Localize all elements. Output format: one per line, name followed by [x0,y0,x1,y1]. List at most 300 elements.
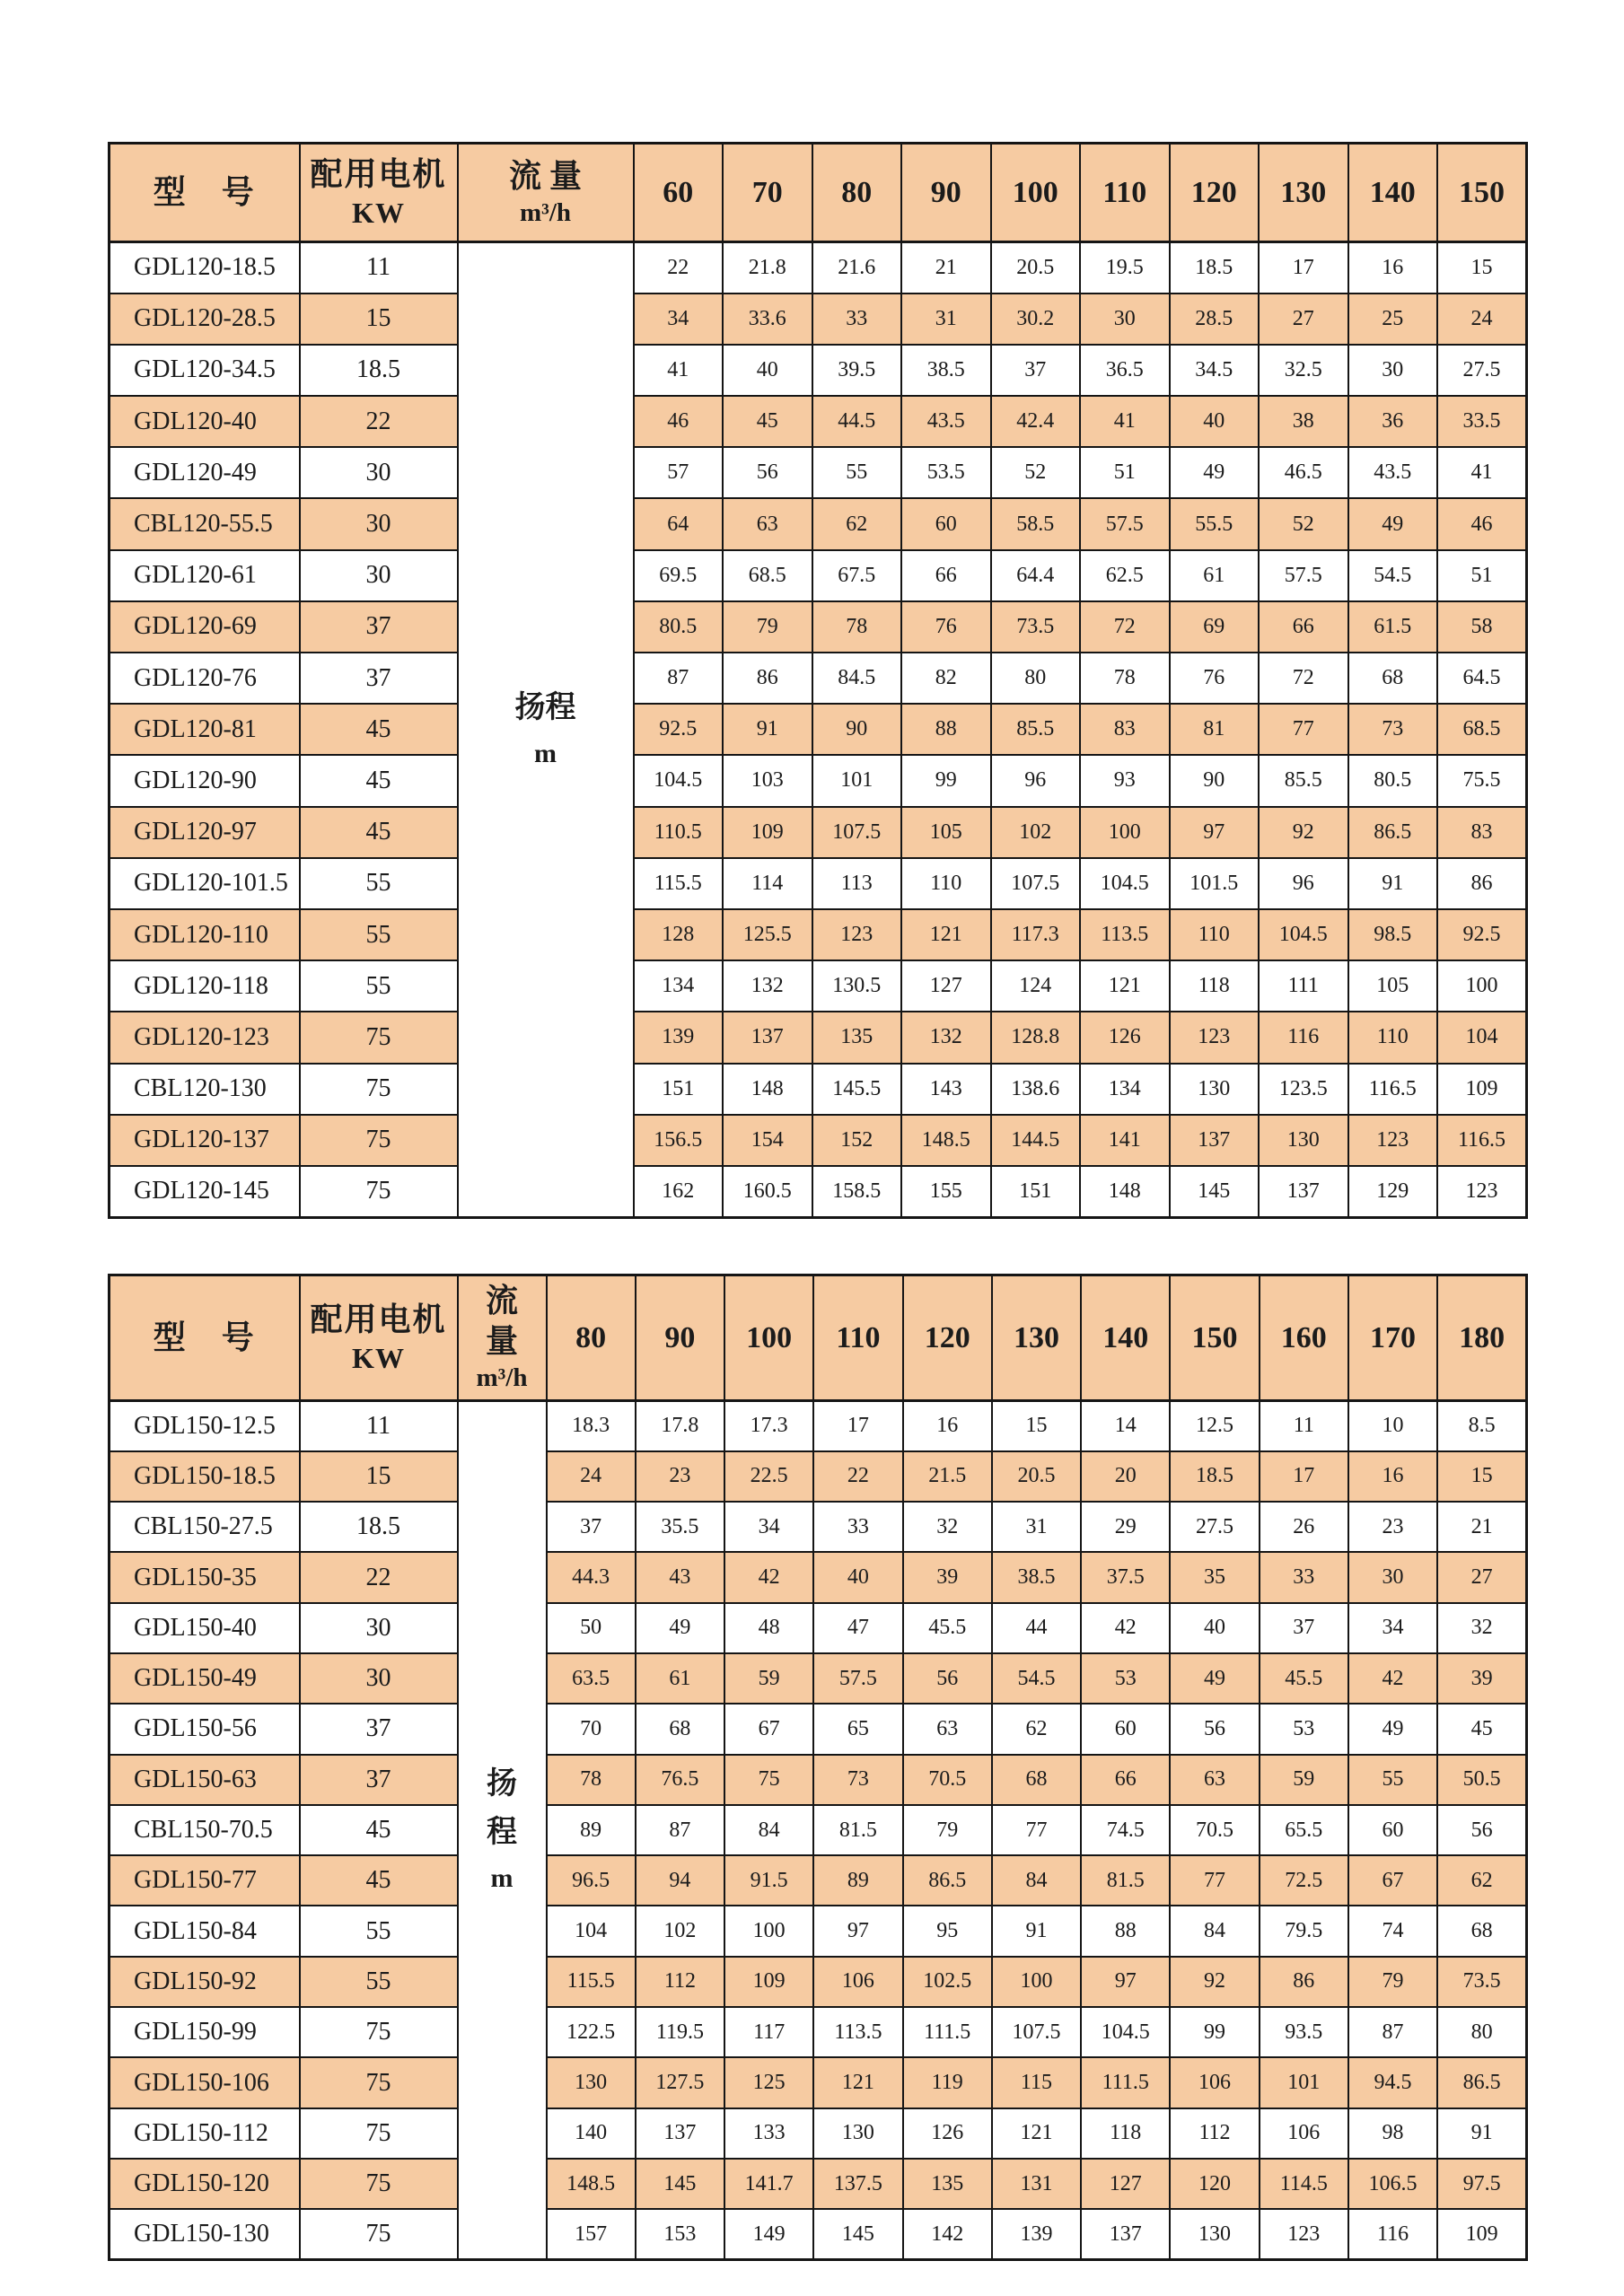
head-value-cell: 35.5 [636,1502,724,1552]
motor-kw-cell: 37 [300,601,458,653]
head-value-cell: 68.5 [723,550,812,601]
head-unit-line: m [534,738,557,768]
motor-kw-cell: 11 [300,1401,458,1451]
head-value-cell: 112 [636,1957,724,2007]
pump-table-gdl120 [108,142,1528,1219]
head-value-cell: 17 [1260,1451,1348,1502]
head-value-cell: 61 [636,1653,724,1704]
head-value-cell: 23 [1348,1502,1437,1552]
head-value-cell: 148.5 [901,1115,991,1166]
head-value-cell: 97 [1081,1957,1170,2007]
motor-kw-cell: 55 [300,960,458,1012]
head-value-cell: 45.5 [1260,1653,1348,1704]
head-value-cell: 76.5 [636,1755,724,1805]
head-value-cell: 49 [1348,498,1438,549]
head-value-cell: 36.5 [1080,345,1170,396]
head-value-cell: 133 [724,2108,813,2159]
head-value-cell: 137 [1170,1115,1260,1166]
head-value-cell: 59 [1260,1755,1348,1805]
head-value-cell: 118 [1081,2108,1170,2159]
head-value-cell: 148 [1080,1166,1170,1217]
head-value-cell: 97 [1170,807,1260,858]
head-value-cell: 61.5 [1348,601,1438,653]
head-value-cell: 115.5 [634,858,724,909]
motor-kw-cell: 75 [300,2159,458,2209]
head-value-cell: 53 [1260,1704,1348,1754]
head-value-cell: 110.5 [634,807,724,858]
head-value-cell: 54.5 [992,1653,1081,1704]
head-value-cell: 16 [903,1401,992,1451]
head-value-cell: 66 [901,550,991,601]
head-value-cell: 44.3 [547,1552,636,1602]
head-value-cell: 18.5 [1170,1451,1259,1502]
model-cell: GDL120-49 [110,447,300,498]
head-value-cell: 23 [636,1451,724,1502]
head-value-cell: 100 [1080,807,1170,858]
model-header-label: 型 号 [153,174,256,210]
head-value-cell: 95 [903,1906,992,1956]
head-value-cell: 77 [1170,1855,1259,1906]
head-value-cell: 134 [634,960,724,1012]
head-value-cell: 72 [1080,601,1170,653]
head-value-cell: 21 [1437,1502,1526,1552]
head-value-cell: 61 [1170,550,1260,601]
head-value-cell: 104.5 [1081,2007,1170,2057]
head-unit-merged-cell [458,1401,547,2260]
head-value-cell: 44 [992,1603,1081,1653]
head-value-cell: 106 [1170,2057,1259,2108]
head-value-cell: 123 [812,909,902,960]
head-value-cell: 139 [992,2209,1081,2259]
head-value-cell: 20 [1081,1451,1170,1502]
head-value-cell: 116.5 [1437,1115,1527,1166]
motor-kw-cell: 37 [300,1755,458,1805]
motor-kw-cell: 75 [300,2007,458,2057]
head-value-cell: 125.5 [723,909,812,960]
head-value-cell: 114.5 [1260,2159,1348,2209]
head-value-cell: 87 [1348,2007,1437,2057]
spec-row [110,1805,1527,1855]
head-value-cell: 51 [1437,550,1527,601]
head-value-cell: 34 [724,1502,813,1552]
head-value-cell: 43.5 [1348,447,1438,498]
head-value-cell: 70 [547,1704,636,1754]
head-value-cell: 96.5 [547,1855,636,1906]
head-value-cell: 22.5 [724,1451,813,1502]
model-cell: GDL150-49 [110,1653,300,1704]
head-value-cell: 68 [1348,653,1438,704]
head-value-cell: 91.5 [724,1855,813,1906]
head-value-cell: 21.6 [812,242,902,294]
head-value-cell: 39 [1437,1653,1526,1704]
flow-value-header: 140 [1081,1275,1170,1401]
head-value-cell: 98 [1348,2108,1437,2159]
model-cell: GDL120-69 [110,601,300,653]
head-value-cell: 113 [812,858,902,909]
motor-header-unit: KW [352,1342,405,1374]
flow-header-label [459,1281,546,1394]
head-value-cell: 86 [723,653,812,704]
head-value-cell: 107.5 [812,807,902,858]
head-value-cell: 152 [812,1115,902,1166]
spec-row [110,1957,1527,2007]
head-value-cell: 129 [1348,1166,1438,1217]
head-value-cell: 81.5 [813,1805,902,1855]
head-value-cell: 96 [1259,858,1348,909]
head-value-cell: 27.5 [1437,345,1527,396]
head-value-cell: 124 [991,960,1081,1012]
head-unit-line: 程 [487,1816,517,1850]
model-cell: GDL120-81 [110,704,300,755]
head-value-cell: 52 [991,447,1081,498]
head-value-cell: 65.5 [1260,1805,1348,1855]
head-value-cell: 160.5 [723,1166,812,1217]
motor-header-label: 配用电机 [310,156,447,192]
head-value-cell: 128 [634,909,724,960]
flow-header-line: 量 [485,1323,518,1360]
head-value-cell: 77 [992,1805,1081,1855]
head-value-cell: 41 [1080,396,1170,447]
head-value-cell: 18.3 [547,1401,636,1451]
head-value-cell: 106.5 [1348,2159,1437,2209]
spec-row [110,294,1527,345]
head-value-cell: 20.5 [991,242,1081,294]
spec-row [110,704,1527,755]
head-value-cell: 17.8 [636,1401,724,1451]
flow-value-header: 120 [1170,144,1260,242]
head-value-cell: 148.5 [547,2159,636,2209]
model-cell: GDL150-56 [110,1704,300,1754]
head-value-cell: 111.5 [903,2007,992,2057]
head-value-cell: 64 [634,498,724,549]
head-value-cell: 137 [1081,2209,1170,2259]
motor-kw-cell: 45 [300,1805,458,1855]
head-value-cell: 32 [903,1502,992,1552]
head-value-cell: 63 [1170,1755,1259,1805]
head-value-cell: 119 [903,2057,992,2108]
head-value-cell: 109 [1437,2209,1526,2259]
head-value-cell: 126 [1080,1012,1170,1063]
head-value-cell: 15 [992,1401,1081,1451]
head-value-cell: 145 [1170,1166,1260,1217]
head-value-cell: 76 [901,601,991,653]
pump-table-gdl150 [108,1274,1528,2261]
head-value-cell: 156.5 [634,1115,724,1166]
head-value-cell: 81.5 [1081,1855,1170,1906]
head-value-cell: 51 [1080,447,1170,498]
head-value-cell: 72.5 [1260,1855,1348,1906]
head-value-cell: 57.5 [1080,498,1170,549]
model-cell: GDL120-97 [110,807,300,858]
head-value-cell: 91 [723,704,812,755]
head-value-cell: 42.4 [991,396,1081,447]
head-value-cell: 69 [1170,601,1260,653]
model-cell: GDL150-99 [110,2007,300,2057]
head-value-cell: 86.5 [1437,2057,1526,2108]
head-value-cell: 65 [813,1704,902,1754]
head-value-cell: 21 [901,242,991,294]
head-value-cell: 126 [903,2108,992,2159]
head-value-cell: 40 [723,345,812,396]
head-value-cell: 39 [903,1552,992,1602]
spec-row [110,2108,1527,2159]
head-value-cell: 98.5 [1348,909,1438,960]
head-value-cell: 100 [1437,960,1527,1012]
head-value-cell: 55 [1348,1755,1437,1805]
flow-value-header: 80 [547,1275,636,1401]
head-value-cell: 60 [901,498,991,549]
flow-value-header: 160 [1260,1275,1348,1401]
head-value-cell: 116 [1259,1012,1348,1063]
model-cell: GDL120-145 [110,1166,300,1217]
head-value-cell: 37 [547,1502,636,1552]
head-value-cell: 110 [1348,1012,1438,1063]
model-column-header [110,1275,300,1401]
head-value-cell: 68 [992,1755,1081,1805]
head-value-cell: 90 [1170,755,1260,806]
head-value-cell: 45 [723,396,812,447]
head-value-cell: 66 [1259,601,1348,653]
motor-kw-cell: 30 [300,1653,458,1704]
head-value-cell: 117.3 [991,909,1081,960]
head-value-cell: 48 [724,1603,813,1653]
head-value-cell: 75.5 [1437,755,1527,806]
motor-kw-cell: 45 [300,704,458,755]
head-value-cell: 84 [992,1855,1081,1906]
flow-value-header: 70 [723,144,812,242]
spec-row [110,1906,1527,1956]
head-value-cell: 75 [724,1755,813,1805]
motor-kw-cell: 18.5 [300,345,458,396]
flow-value-header: 110 [1080,144,1170,242]
motor-kw-cell: 15 [300,1451,458,1502]
head-value-cell: 68 [636,1704,724,1754]
spec-row [110,396,1527,447]
head-value-cell: 104 [1437,1012,1527,1063]
table-body [110,1401,1527,2260]
head-unit-line: 扬 [487,1766,517,1801]
head-value-cell: 40 [1170,396,1260,447]
motor-kw-cell: 15 [300,294,458,345]
head-value-cell: 91 [992,1906,1081,1956]
head-value-cell: 31 [901,294,991,345]
head-value-cell: 63.5 [547,1653,636,1704]
spec-row [110,1401,1527,1451]
head-value-cell: 34 [1348,1603,1437,1653]
motor-kw-cell: 45 [300,755,458,806]
head-value-cell: 79 [903,1805,992,1855]
header-row [110,1275,1527,1401]
head-value-cell: 67 [724,1704,813,1754]
head-value-cell: 116 [1348,2209,1437,2259]
model-cell: GDL120-76 [110,653,300,704]
head-value-cell: 53.5 [901,447,991,498]
model-cell: CBL120-55.5 [110,498,300,549]
head-value-cell: 91 [1437,2108,1526,2159]
head-value-cell: 84 [1170,1906,1259,1956]
head-value-cell: 40 [1170,1603,1259,1653]
spec-row [110,2057,1527,2108]
head-value-cell: 16 [1348,242,1438,294]
head-value-cell: 17 [813,1401,902,1451]
head-value-cell: 104.5 [1259,909,1348,960]
flow-value-header: 100 [724,1275,813,1401]
head-value-cell: 15 [1437,1451,1526,1502]
head-value-cell: 38 [1259,396,1348,447]
head-value-cell: 117 [724,2007,813,2057]
head-value-cell: 102 [636,1906,724,1956]
head-value-cell: 21.8 [723,242,812,294]
head-value-cell: 56 [1437,1805,1526,1855]
head-value-cell: 83 [1080,704,1170,755]
head-value-cell: 80.5 [634,601,724,653]
model-cell: GDL120-118 [110,960,300,1012]
flow-value-header: 60 [634,144,724,242]
head-value-cell: 45.5 [903,1603,992,1653]
head-value-cell: 109 [1437,1064,1527,1115]
model-cell: GDL150-106 [110,2057,300,2108]
head-value-cell: 62 [1437,1855,1526,1906]
motor-header-unit: KW [352,197,405,229]
head-value-cell: 78 [1080,653,1170,704]
head-value-cell: 54.5 [1348,550,1438,601]
head-value-cell: 88 [901,704,991,755]
head-value-cell: 81 [1170,704,1260,755]
head-value-cell: 78 [812,601,902,653]
head-value-cell: 138.6 [991,1064,1081,1115]
model-cell: GDL150-120 [110,2159,300,2209]
head-value-cell: 89 [813,1855,902,1906]
model-cell: GDL150-40 [110,1603,300,1653]
head-value-cell: 143 [901,1064,991,1115]
head-value-cell: 123.5 [1259,1064,1348,1115]
motor-kw-cell: 30 [300,498,458,549]
spec-row [110,2159,1527,2209]
spec-row [110,498,1527,549]
head-value-cell: 79 [1348,1957,1437,2007]
head-value-cell: 46 [1437,498,1527,549]
model-cell: GDL150-130 [110,2209,300,2259]
head-value-cell: 67 [1348,1855,1437,1906]
head-value-cell: 144.5 [991,1115,1081,1166]
model-column-header [110,144,300,242]
motor-kw-cell: 30 [300,550,458,601]
head-value-cell: 103 [723,755,812,806]
head-value-cell: 62 [992,1704,1081,1754]
head-value-cell: 111.5 [1081,2057,1170,2108]
flow-header-line: 流 [485,1283,518,1319]
head-value-cell: 56 [1170,1704,1259,1754]
head-value-cell: 33 [1260,1552,1348,1602]
flow-column-header [458,144,634,242]
head-value-cell: 153 [636,2209,724,2259]
model-cell: GDL150-63 [110,1755,300,1805]
head-value-cell: 58 [1437,601,1527,653]
motor-kw-cell: 75 [300,2057,458,2108]
spec-row [110,1451,1527,1502]
head-value-cell: 49 [1348,1704,1437,1754]
model-cell: GDL120-28.5 [110,294,300,345]
spec-row [110,909,1527,960]
flow-value-header: 140 [1348,144,1438,242]
head-value-cell: 52 [1259,498,1348,549]
head-value-cell: 114 [723,858,812,909]
head-value-cell: 118 [1170,960,1260,1012]
head-value-cell: 105 [901,807,991,858]
head-value-cell: 36 [1348,396,1438,447]
head-value-cell: 88 [1081,1906,1170,1956]
head-value-cell: 99 [1170,2007,1259,2057]
head-value-cell: 69.5 [634,550,724,601]
head-value-cell: 41 [1437,447,1527,498]
flow-header-line: m³/h [519,197,572,227]
head-value-cell: 40 [813,1552,902,1602]
header-row [110,144,1527,242]
head-value-cell: 110 [1170,909,1260,960]
head-value-cell: 109 [724,1957,813,2007]
head-value-cell: 158.5 [812,1166,902,1217]
spec-row [110,550,1527,601]
flow-value-header: 150 [1170,1275,1259,1401]
head-value-cell: 145 [813,2209,902,2259]
head-value-cell: 53 [1081,1653,1170,1704]
head-value-cell: 30 [1348,1552,1437,1602]
head-value-cell: 84 [724,1805,813,1855]
head-value-cell: 86.5 [903,1855,992,1906]
head-value-cell: 113.5 [1080,909,1170,960]
head-value-cell: 127 [1081,2159,1170,2209]
head-value-cell: 34 [634,294,724,345]
head-value-cell: 35 [1170,1552,1259,1602]
model-cell: GDL120-110 [110,909,300,960]
spec-row [110,2007,1527,2057]
flow-value-header: 80 [812,144,902,242]
head-value-cell: 57 [634,447,724,498]
spec-row [110,858,1527,909]
head-value-cell: 102.5 [903,1957,992,2007]
flow-value-header: 130 [1259,144,1348,242]
head-value-cell: 111 [1259,960,1348,1012]
flow-value-header: 120 [903,1275,992,1401]
head-value-cell: 93 [1080,755,1170,806]
head-value-cell: 137.5 [813,2159,902,2209]
spec-row [110,1012,1527,1063]
head-value-cell: 57.5 [813,1653,902,1704]
head-value-cell: 101 [812,755,902,806]
spec-row [110,1502,1527,1552]
motor-column-header [300,1275,458,1401]
head-value-cell: 59 [724,1653,813,1704]
head-value-cell: 109 [723,807,812,858]
model-cell: GDL120-123 [110,1012,300,1063]
motor-kw-cell: 37 [300,653,458,704]
motor-kw-cell: 55 [300,909,458,960]
head-value-cell: 45 [1437,1704,1526,1754]
spec-row [110,345,1527,396]
head-value-cell: 134 [1080,1064,1170,1115]
model-cell: GDL120-137 [110,1115,300,1166]
head-value-cell: 87 [636,1805,724,1855]
head-value-cell: 157 [547,2209,636,2259]
head-value-cell: 55.5 [1170,498,1260,549]
head-value-cell: 63 [903,1704,992,1754]
head-value-cell: 101 [1260,2057,1348,2108]
head-value-cell: 33 [813,1502,902,1552]
motor-kw-cell: 75 [300,1064,458,1115]
head-value-cell: 135 [903,2159,992,2209]
spec-row [110,1704,1527,1754]
head-value-cell: 49 [636,1603,724,1653]
